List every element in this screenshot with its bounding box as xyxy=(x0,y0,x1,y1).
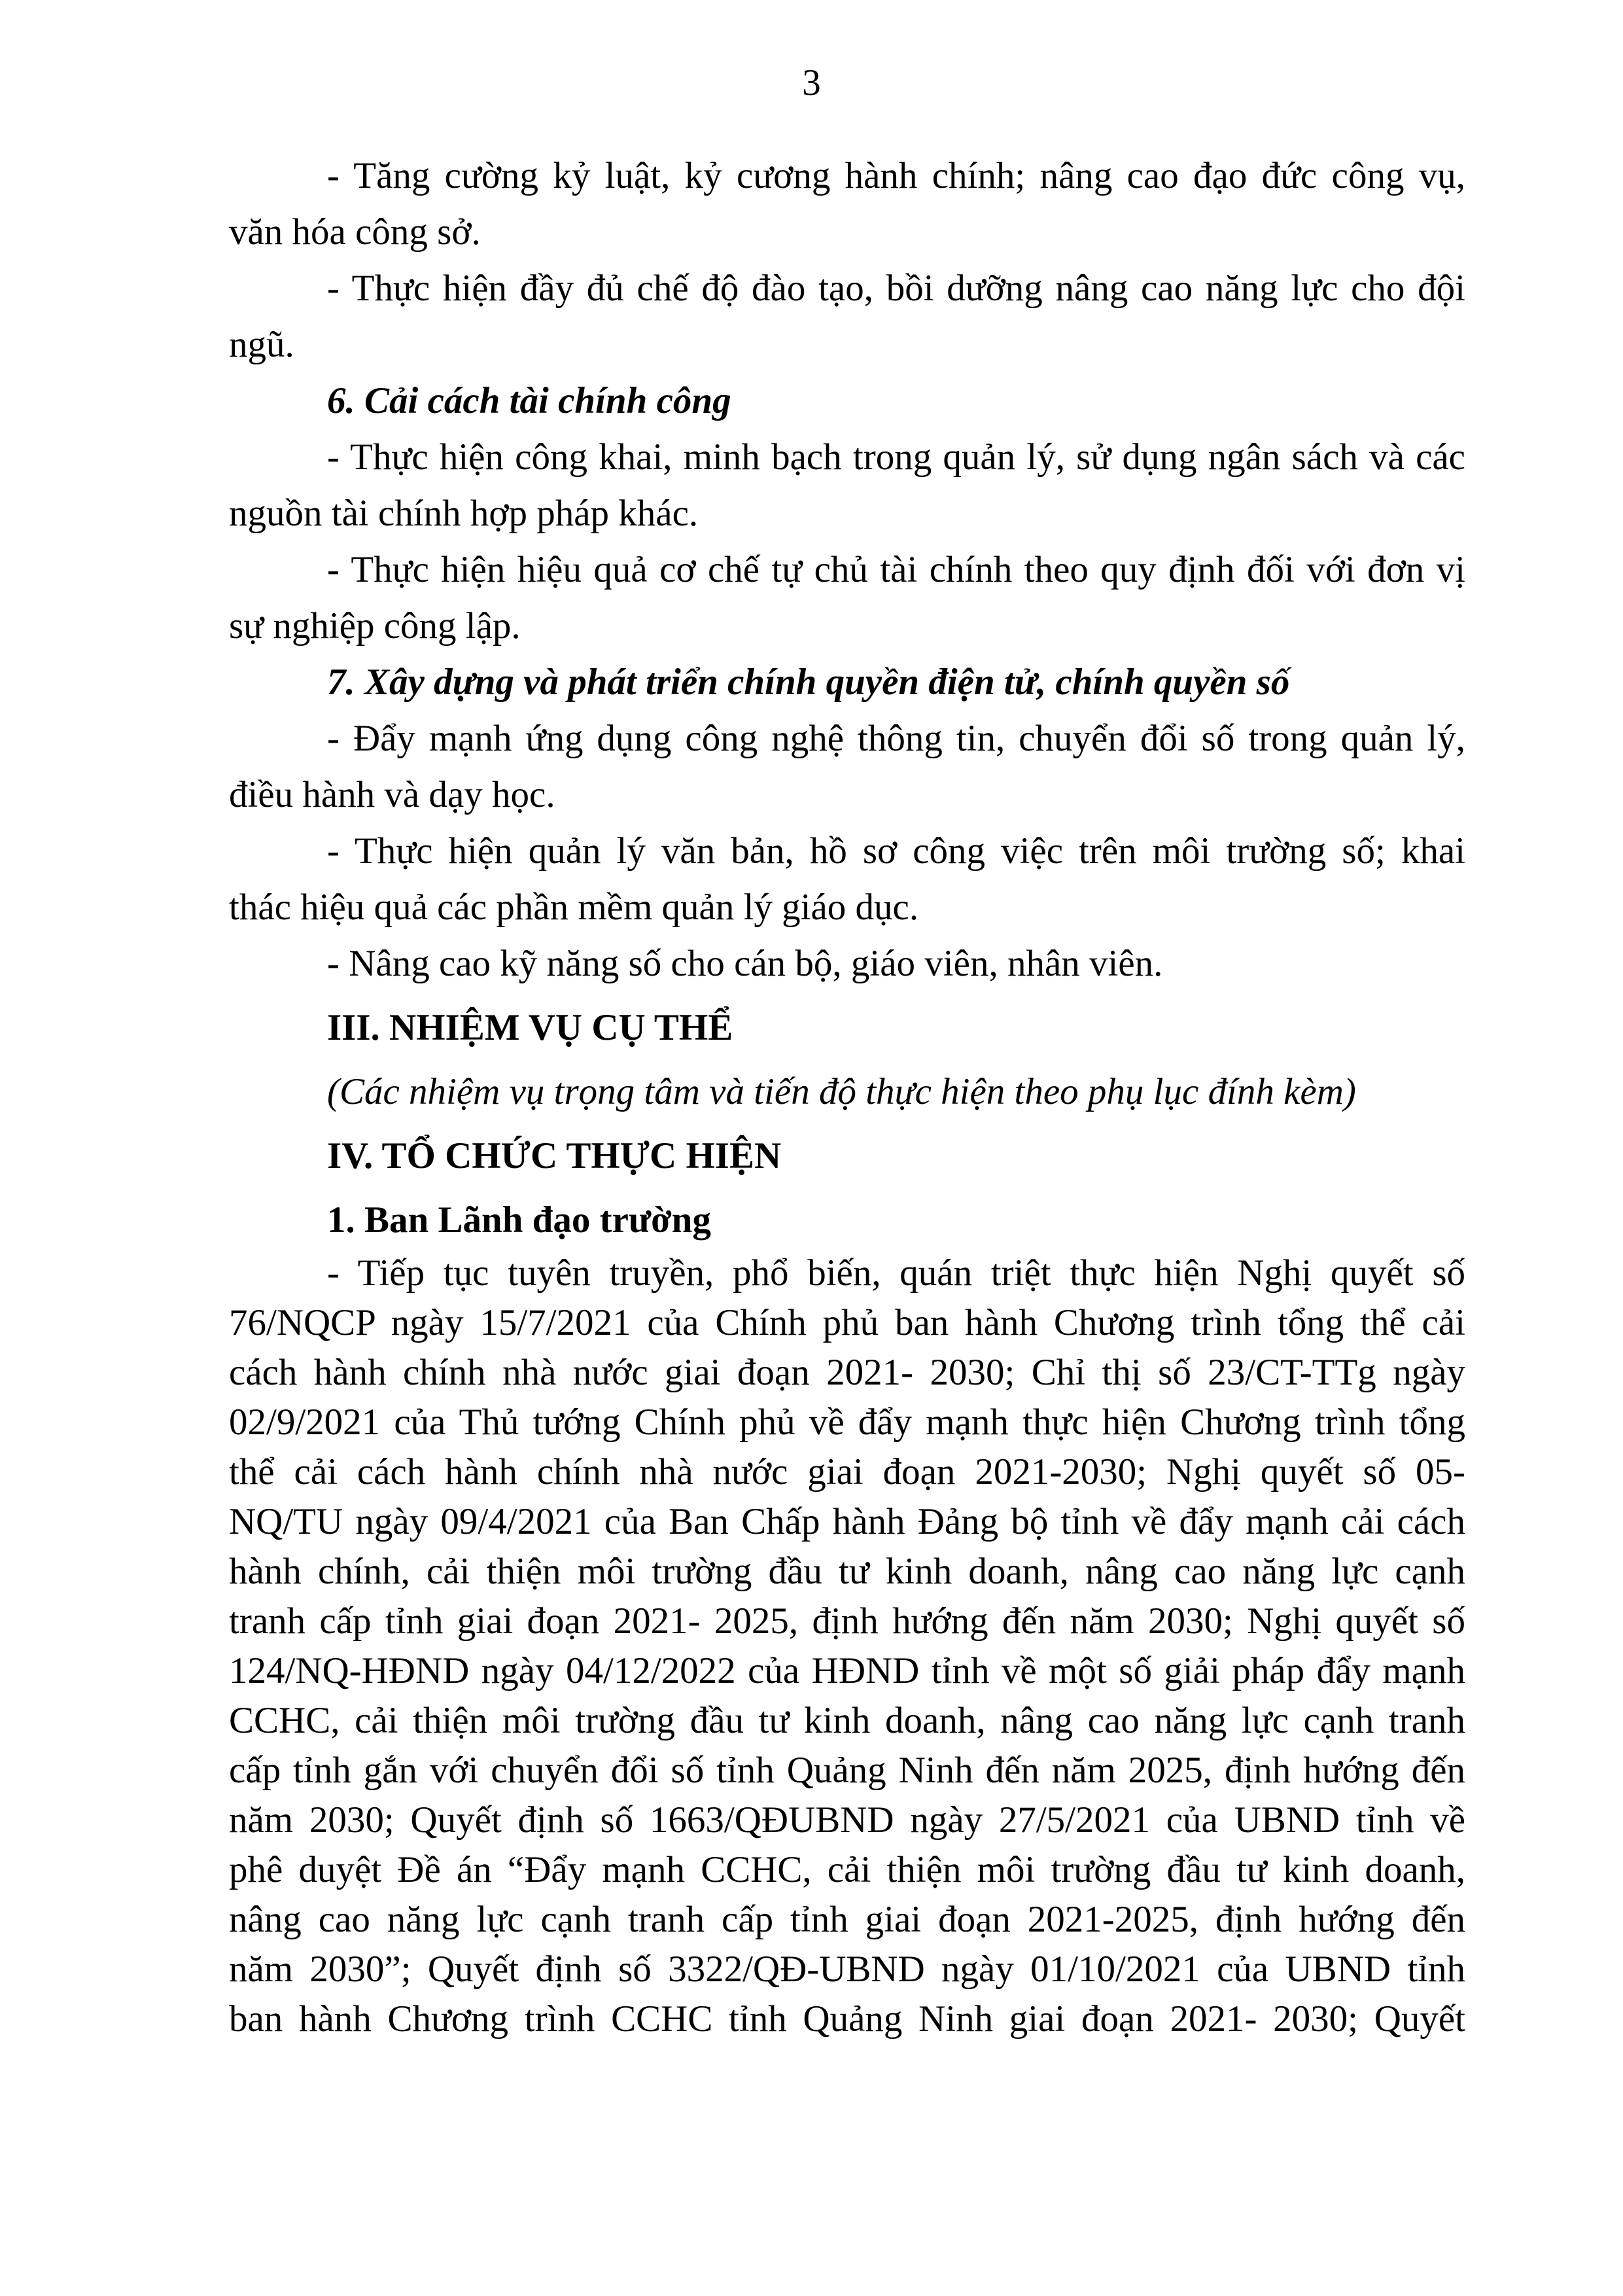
paragraph-line: - Thực hiện hiệu quả cơ chế tự chủ tài chính theo quy định đối với đơn vị xyxy=(327,549,1465,590)
paragraph-line: - Tiếp tục tuyên truyền, phổ biến, quán triệt thực hiện Nghị quyết số xyxy=(327,1252,1465,1294)
heading-section-6 xyxy=(229,373,1465,429)
paragraph-propaganda xyxy=(229,1248,1465,2044)
paragraph-line: văn hóa công sở. xyxy=(229,211,481,253)
note-appendix xyxy=(229,1064,1465,1120)
paragraph-line: thể cải cách hành chính nhà nước giai đoạn 2021-2030; Nghị quyết số 05- xyxy=(229,1451,1465,1492)
paragraph-it-application xyxy=(229,711,1465,823)
paragraph-line: 02/9/2021 của Thủ tướng Chính phủ về đẩy mạnh thực hiện Chương trình tổng xyxy=(229,1402,1465,1443)
heading-section-7 xyxy=(229,654,1465,711)
paragraph-line: 124/NQ-HĐND ngày 04/12/2022 của HĐND tỉnh về một số giải pháp đẩy mạnh xyxy=(229,1650,1465,1691)
paragraph-line: III. NHIỆM VỤ CỤ THỂ xyxy=(327,1007,733,1048)
paragraph-line: cách hành chính nhà nước giai đoạn 2021- 2030; Chỉ thị số 23/CT-TTg ngày xyxy=(229,1352,1465,1393)
document-body xyxy=(229,148,1465,2044)
paragraph-line: phê duyệt Đề án “Đẩy mạnh CCHC, cải thiện môi trường đầu tư kinh doanh, xyxy=(229,1849,1465,1890)
paragraph-line: CCHC, cải thiện môi trường đầu tư kinh doanh, nâng cao năng lực cạnh tranh xyxy=(229,1700,1465,1741)
paragraph-line: thác hiệu quả các phần mềm quản lý giáo dục. xyxy=(229,887,919,928)
paragraph-line: tranh cấp tỉnh giai đoạn 2021- 2025, định hướng đến năm 2030; Nghị quyết số xyxy=(229,1600,1465,1642)
paragraph-document-management xyxy=(229,823,1465,936)
paragraph-line: điều hành và dạy học. xyxy=(229,774,555,815)
heading-school-board xyxy=(229,1192,1465,1248)
paragraph-transparency xyxy=(229,429,1465,542)
heading-section-iv xyxy=(229,1128,1465,1184)
paragraph-line: - Nâng cao kỹ năng số cho cán bộ, giáo viên, nhân viên. xyxy=(327,943,1163,984)
paragraph-line: (Các nhiệm vụ trọng tâm và tiến độ thực hiện theo phụ lục đính kèm) xyxy=(327,1071,1356,1112)
paragraph-line: năm 2030”; Quyết định số 3322/QĐ-UBND ngày 01/10/2021 của UBND tỉnh xyxy=(229,1949,1465,1990)
paragraph-line: ban hành Chương trình CCHC tỉnh Quảng Ninh giai đoạn 2021- 2030; Quyết xyxy=(229,1998,1465,2040)
paragraph-line: NQ/TU ngày 09/4/2021 của Ban Chấp hành Đảng bộ tỉnh về đẩy mạnh cải cách xyxy=(229,1501,1465,1542)
paragraph-line: ngũ. xyxy=(229,324,294,365)
paragraph-line: nâng cao năng lực cạnh tranh cấp tỉnh giai đoạn 2021-2025, định hướng đến xyxy=(229,1899,1465,1940)
paragraph-line: 6. Cải cách tài chính công xyxy=(327,380,731,421)
paragraph-line: 1. Ban Lãnh đạo trường xyxy=(327,1199,711,1241)
paragraph-line: hành chính, cải thiện môi trường đầu tư kinh doanh, nâng cao năng lực cạnh xyxy=(229,1551,1465,1592)
paragraph-line: nguồn tài chính hợp pháp khác. xyxy=(229,493,699,534)
paragraph-line: sự nghiệp công lập. xyxy=(229,605,521,646)
paragraph-discipline xyxy=(229,148,1465,260)
paragraph-line: 76/NQCP ngày 15/7/2021 của Chính phủ ban hành Chương trình tổng thể cải xyxy=(229,1302,1465,1343)
paragraph-line: - Đẩy mạnh ứng dụng công nghệ thông tin, chuyển đổi số trong quản lý, xyxy=(327,718,1465,759)
paragraph-line: - Thực hiện quản lý văn bản, hồ sơ công việc trên môi trường số; khai xyxy=(327,830,1465,872)
paragraph-line: cấp tỉnh gắn với chuyển đổi số tỉnh Quảng Ninh đến năm 2025, định hướng đến xyxy=(229,1750,1465,1791)
paragraph-digital-skills xyxy=(229,936,1465,992)
page-number: 3 xyxy=(802,62,821,103)
paragraph-line: - Thực hiện công khai, minh bạch trong quản lý, sử dụng ngân sách và các xyxy=(327,436,1465,478)
paragraph-line: 7. Xây dựng và phát triển chính quyền điện tử, chính quyền số xyxy=(327,662,1290,703)
paragraph-line: IV. TỔ CHỨC THỰC HIỆN xyxy=(327,1135,782,1176)
heading-section-iii xyxy=(229,1000,1465,1056)
paragraph-line: - Thực hiện đầy đủ chế độ đào tạo, bồi dưỡng nâng cao năng lực cho đội xyxy=(327,268,1465,309)
paragraph-line: năm 2030; Quyết định số 1663/QĐUBND ngày 27/5/2021 của UBND tỉnh về xyxy=(229,1799,1465,1841)
paragraph-financial-autonomy xyxy=(229,542,1465,654)
paragraph-training xyxy=(229,260,1465,373)
paragraph-line: - Tăng cường kỷ luật, kỷ cương hành chính; nâng cao đạo đức công vụ, xyxy=(327,155,1465,196)
